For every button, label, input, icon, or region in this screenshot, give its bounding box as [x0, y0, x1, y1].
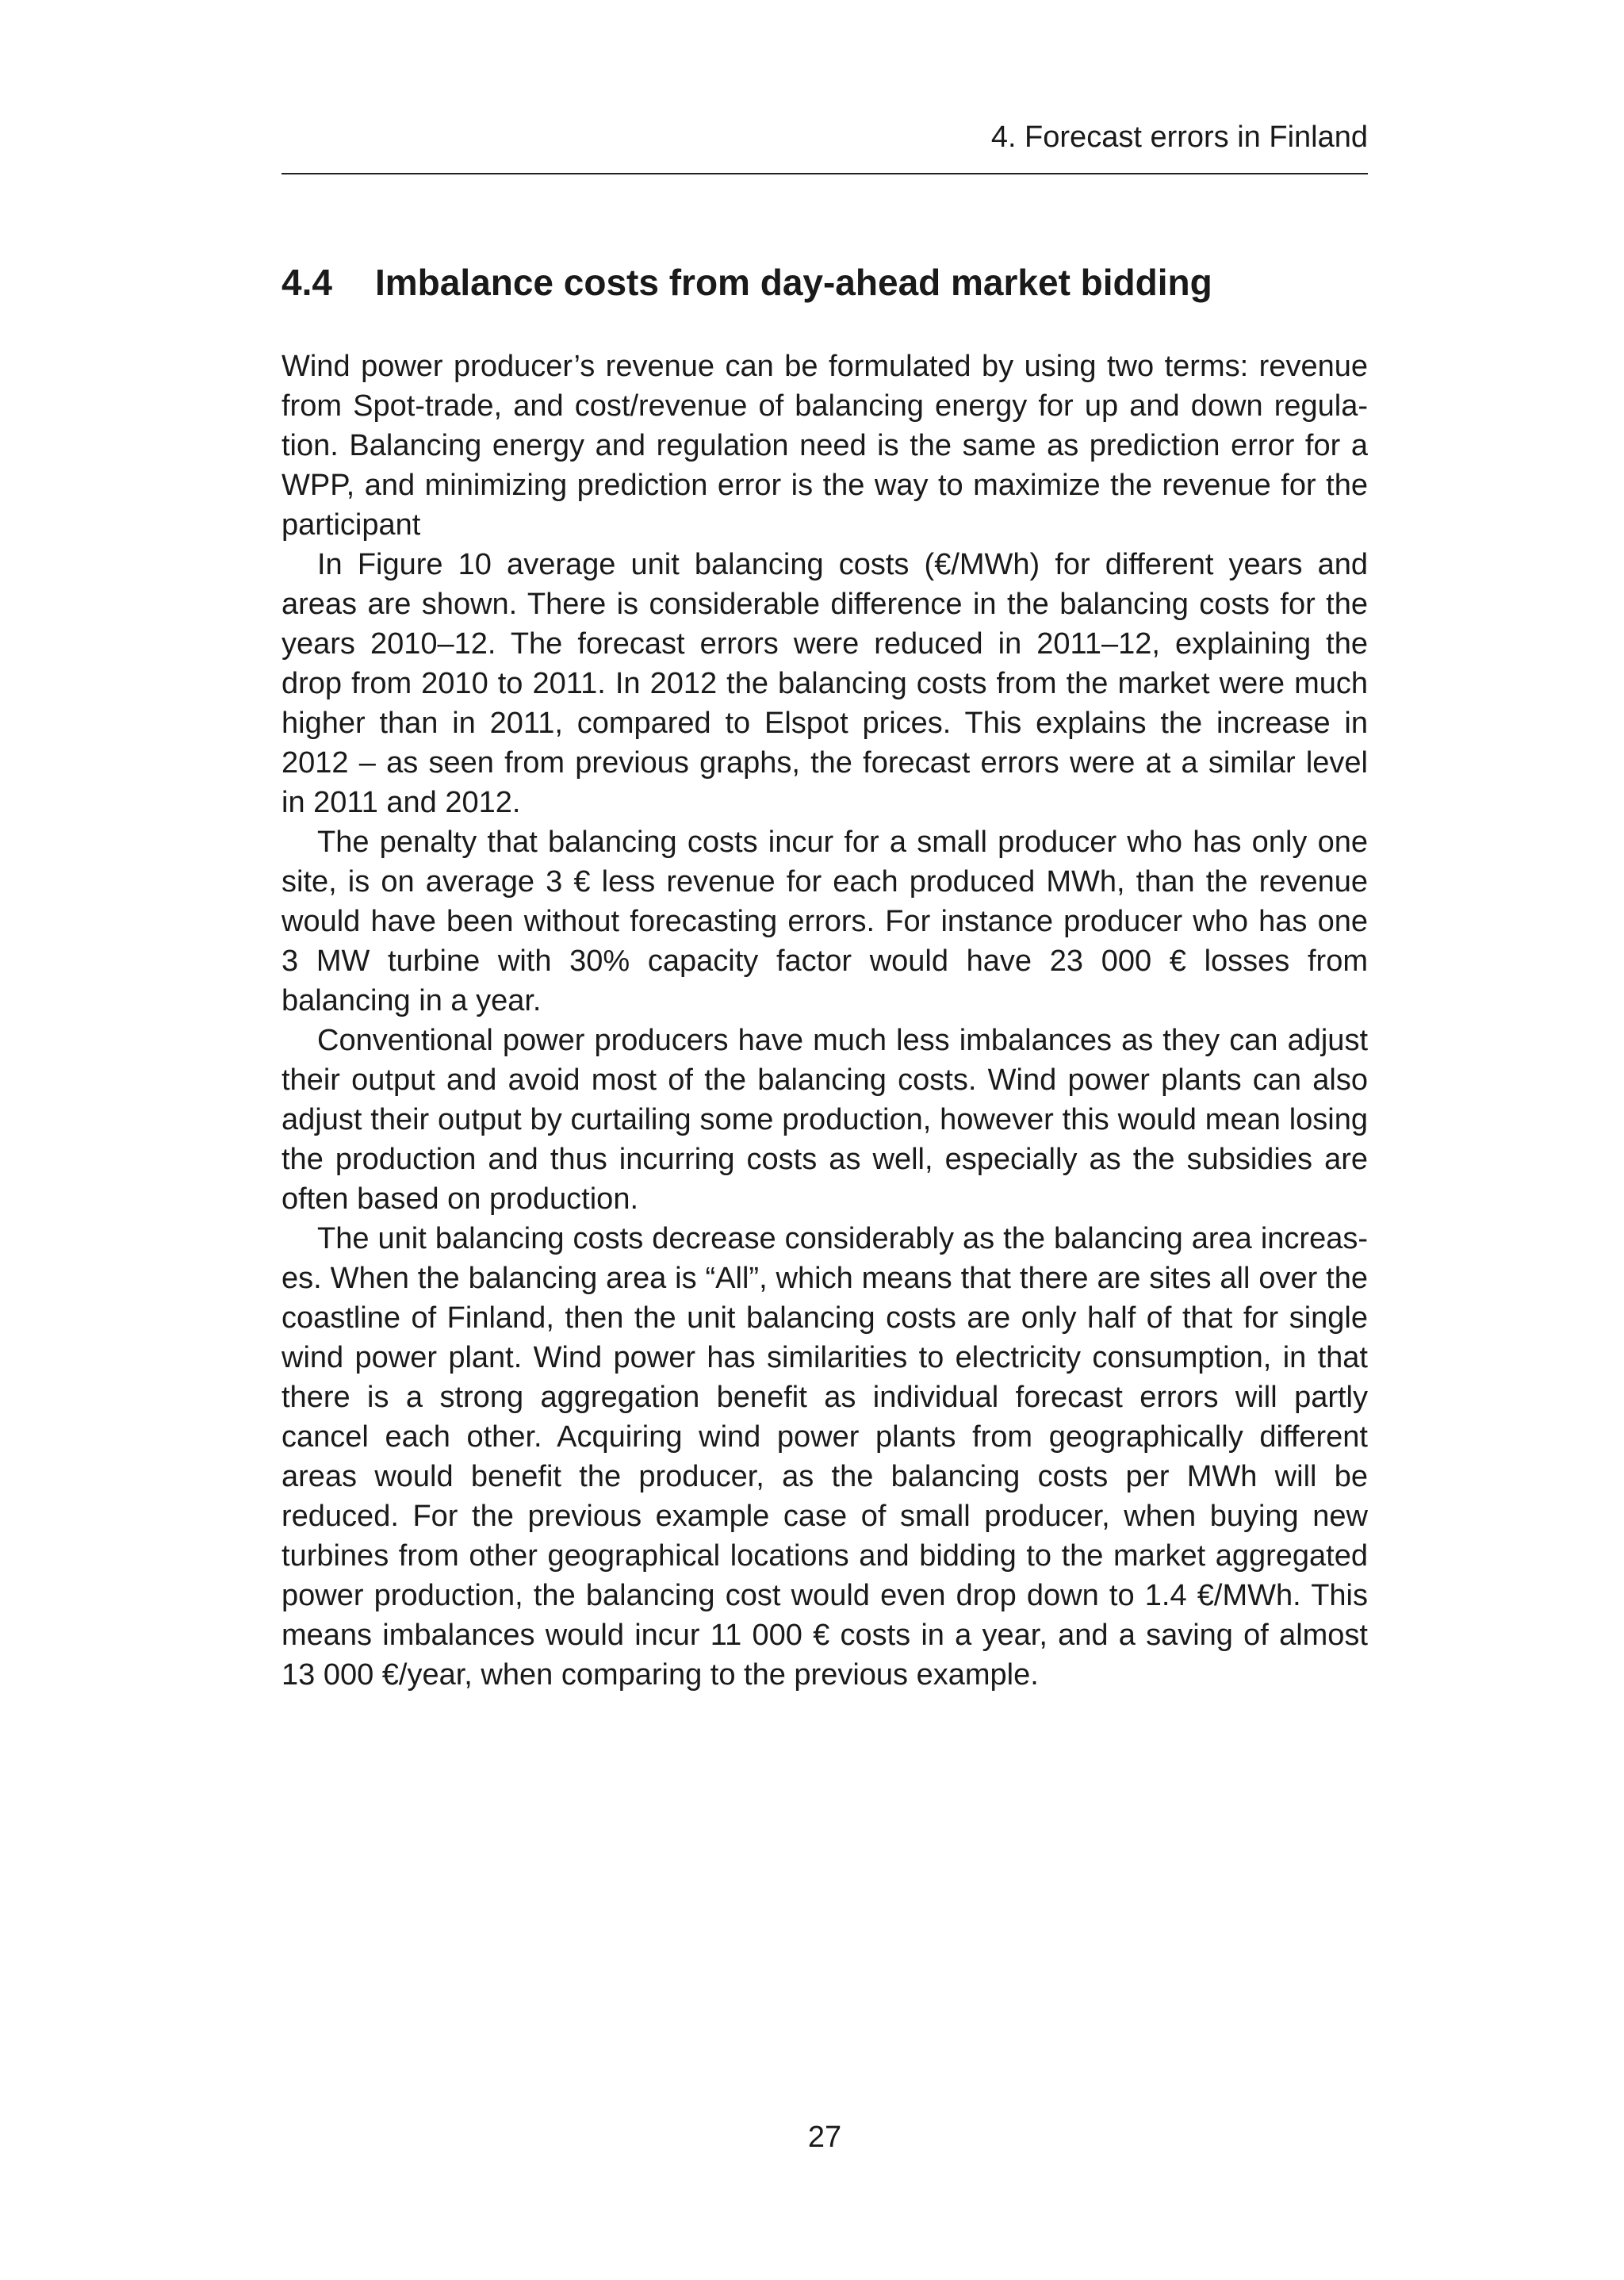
paragraph-small-producer-penalty: The penalty that balancing costs incur for a small producer who has only one site, is on average 3 € less revenue for each produced MWh, than the revenue would have been without forecasting errors. For instance producer who has one 3 MW turbine with 30% capacity factor would have 23 000 € losses from balancing in a year. — [282, 826, 1368, 1017]
section-title: Imbalance costs from day-ahead market bidding — [375, 262, 1212, 303]
page-number: 27 — [807, 2121, 842, 2154]
section-heading — [282, 260, 1368, 305]
paragraph-figure-10: In Figure 10 average unit balancing costs (€/MWh) for different years and areas are shown. There is considerable difference in the balancing costs for the years 2010–12. The forecast errors were reduced in 2011–12, explaining the drop from 2010 to 2011. In 2012 the balancing costs from the market were much higher than in 2011, compared to Elspot prices. This explains the increase in 2012 – as seen from previous graphs, the forecast errors were at a similar level in 2011 and 2012. — [282, 548, 1368, 819]
running-header: 4. Forecast errors in Finland — [990, 121, 1368, 154]
body-text — [282, 347, 1368, 1695]
header-rule — [282, 173, 1368, 174]
paragraph-revenue-terms: Wind power producer’s revenue can be formulated by using two terms: revenue from Spot-trade, and cost/revenue of balancing energy for up and down regulation. Balancing energy and regulation need is the same as prediction error for a WPP, and minimizing prediction error is the way to maximize the revenue for the participant — [282, 350, 1368, 542]
section-number: 4.4 — [282, 262, 332, 303]
paragraph-aggregation-benefit: The unit balancing costs decrease considerably as the balancing area increases. When the balancing area is “All”, which means that there are sites all over the coastline of Finland, then the unit balancing costs are only half of that for single wind power plant. Wind power has similarities to electricity consumption, in that there is a strong aggregation benefit as individual forecast errors will partly cancel each other. Acquiring wind power plants from geographically different areas would benefit the producer, as the balancing costs per MWh will be reduced. For the previous example case of small producer, when buying new turbines from other geographical locations and bidding to the market aggregated power production, the balancing cost would even drop down to 1.4 €/MWh. This means imbalances would incur 11 000 € costs in a year, and a saving of almost 13 000 €/year, when comparing to the previous example. — [282, 1222, 1368, 1692]
paragraph-conventional-producers: Conventional power producers have much less imbalances as they can adjust their output and avoid most of the balancing costs. Wind power plants can also adjust their output by curtailing some production, however this would mean losing the production and thus incurring costs as well, especially as the subsidies are often based on production. — [282, 1024, 1368, 1216]
